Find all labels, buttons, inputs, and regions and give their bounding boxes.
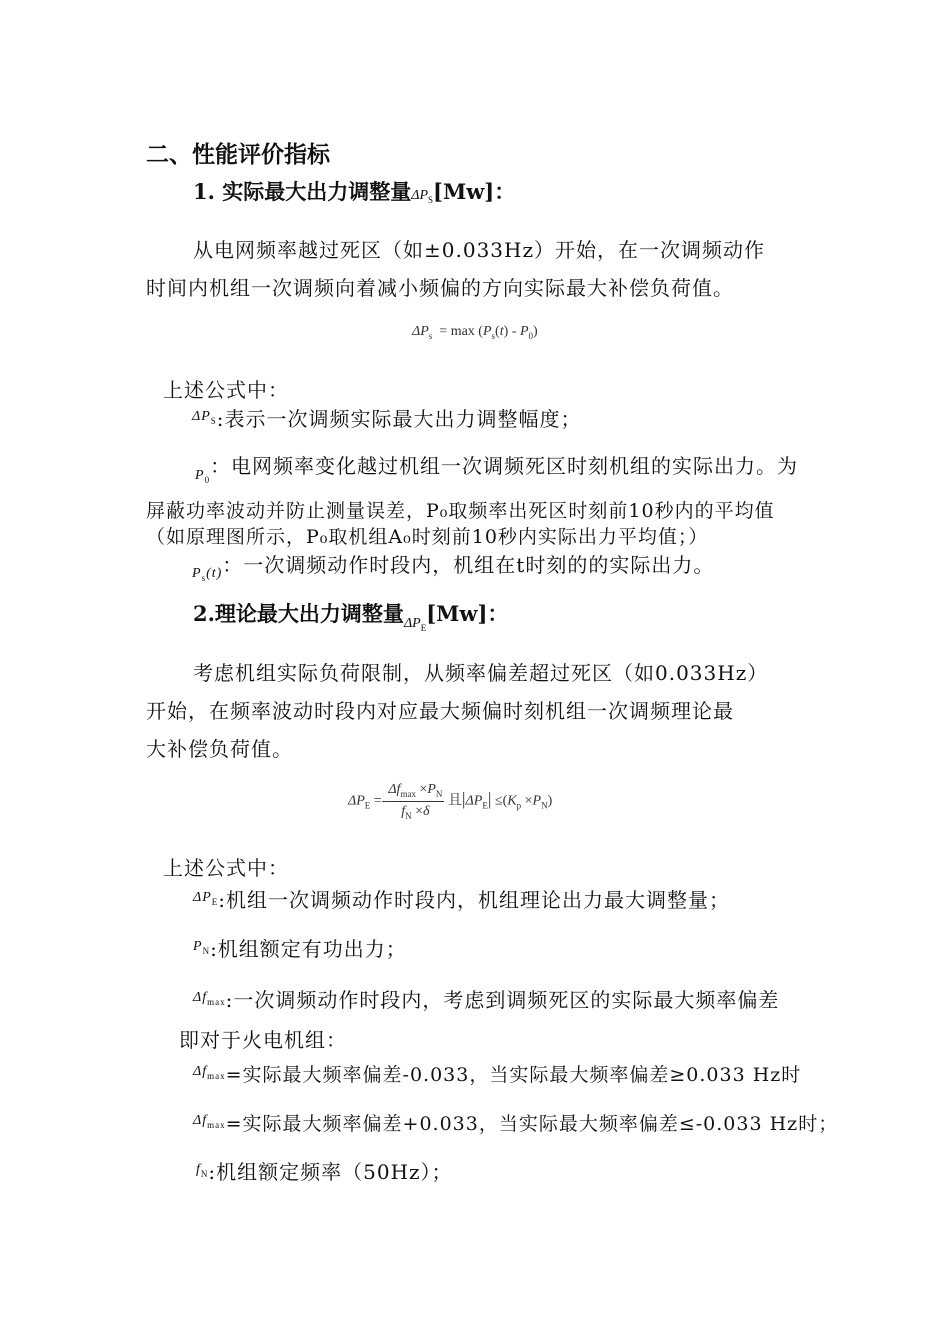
delta-pe-symbol: ΔPE	[193, 890, 219, 907]
p0-symbol: P0	[195, 468, 211, 485]
item2-def2: $^{P_N}$:机组额定有功出力；	[193, 937, 407, 961]
item1-def2: $_{P_0}$：电网频率变化越过机组一次调频死区时刻机组的实际出力。为	[195, 454, 799, 485]
pn-symbol: PN	[193, 939, 211, 956]
delta-ps-symbol: ΔPS	[192, 409, 217, 426]
section-title: 二、性能评价指标	[146, 141, 330, 168]
item2-para-line1: 考虑机组实际负荷限制，从频率偏差超过死区（如0.033Hz）	[193, 661, 769, 685]
item2-heading-unit: [Mw]：	[426, 601, 509, 626]
item2-def5: $^{\Delta f_{max}}$=实际最大频率偏差+0.033，当实际最大频率偏差≤-0.033 Hz时；	[193, 1113, 839, 1135]
item1-def2-line3: （如原理图所示，P₀取机组A₀时刻前10秒内实际出力平均值；）	[146, 526, 709, 548]
item1-def1: $^{\Delta P_S}$:表示一次调频实际最大出力调整幅度；	[192, 407, 582, 431]
item2-def6: $^{f_N}$:机组额定频率（50Hz）；	[196, 1160, 453, 1184]
delta-pe-symbol: ΔPE	[403, 616, 427, 633]
item2-def3: $^{\Delta f_{max}}$:一次调频动作时段内，考虑到调频死区的实际最大频率偏差	[193, 988, 780, 1012]
item2-def1: $^{\Delta P_E}$:机组一次调频动作时段内，机组理论出力最大调整量；	[193, 888, 731, 912]
item1-heading-unit: [Mw]：	[433, 179, 516, 204]
formula-delta-ps: $\Delta P_s = \max (P_s(t) - P_0)$	[412, 324, 538, 341]
item2-heading-text: 2.理论最大出力调整量	[193, 601, 404, 626]
fn-symbol: fN	[196, 1162, 209, 1179]
item1-para-line1: 从电网频率越过死区（如±0.033Hz）开始，在一次调频动作	[193, 238, 765, 262]
item2-para-line3: 大补偿负荷值。	[146, 737, 293, 761]
item2-def3-cont: 即对于火电机组：	[179, 1028, 347, 1052]
item2-para-line2: 开始，在频率波动时段内对应最大频偏时刻机组一次调频理论最	[146, 699, 734, 723]
formula-delta-pe: $\Delta P_E$ =- $\frac{\Delta f_{max} \times P_N}{f_N \times\delta}$ 且$|\Delta P_E| \le(K_p \times P_N)$	[348, 782, 553, 821]
item2-note-label: 上述公式中：	[163, 856, 289, 880]
delta-fmax-symbol: Δfmax	[193, 1113, 226, 1130]
item1-heading-text: 1. 实际最大出力调整量	[193, 179, 412, 204]
item2-heading	[193, 598, 509, 633]
item1-note-label: 上述公式中：	[163, 378, 289, 402]
delta-fmax-symbol: Δfmax	[193, 1064, 226, 1081]
item1-para-line2: 时间内机组一次调频向着减小频偏的方向实际最大补偿负荷值。	[146, 276, 734, 300]
ps-t-symbol: Ps(t)	[192, 566, 223, 583]
delta-ps-symbol: $\Delta P_S$	[411, 188, 434, 205]
item1-def2-line2: 屏蔽功率波动并防止测量误差，P₀取频率出死区时刻前10秒内的平均值	[146, 500, 775, 522]
item2-def4: $^{\Delta f_{max}}$=实际最大频率偏差-0.033，当实际最大频率偏差≥0.033 Hz时	[193, 1064, 802, 1086]
delta-fmax-symbol: Δfmax	[193, 990, 226, 1007]
item1-def3: $_{P_s(t)}$：一次调频动作时段内，机组在t时刻的的实际出力。	[192, 553, 715, 583]
item1-heading	[193, 176, 515, 206]
